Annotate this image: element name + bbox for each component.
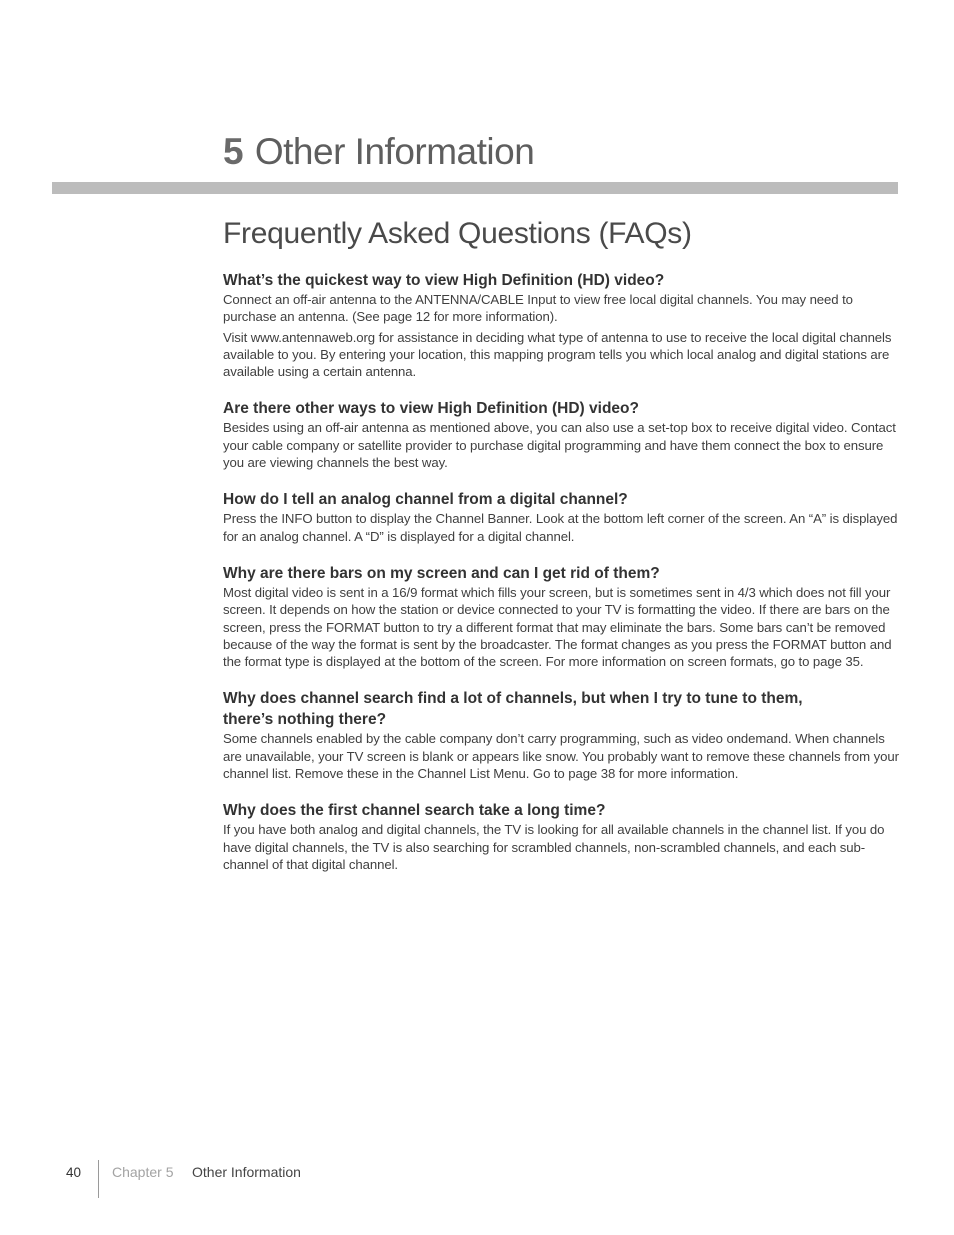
- footer-chapter-title: Other Information: [192, 1164, 301, 1180]
- chapter-heading: [223, 132, 534, 173]
- faq-question: Why are there bars on my screen and can I get rid of them?: [223, 564, 660, 582]
- faq-question: What’s the quickest way to view High Definition (HD) video?: [223, 272, 665, 289]
- faq-question: Are there other ways to view High Definition (HD) video?: [223, 400, 639, 418]
- footer-page-number: 40: [66, 1165, 82, 1180]
- faq-item: [223, 563, 899, 670]
- footer-divider: [98, 1160, 99, 1198]
- faq-answer: Connect an off-air antenna to the ANTENNA/CABLE Input to view free local digital channels. You may need to purchase an antenna. (See page 12 for more information).: [223, 292, 853, 325]
- faq-question: How do I tell an analog channel from a digital channel?: [223, 491, 628, 509]
- faq-question: Why does the first channel search take a long time?: [223, 802, 606, 820]
- faq-question: Why does channel search find a lot of channels, but when I try to tune to them, there’s nothing there?: [223, 690, 803, 729]
- footer-chapter-label: Chapter 5: [112, 1164, 174, 1180]
- faq-answer: If you have both analog and digital channels, the TV is looking for all available channels in the channel list. If you do have digital channels, the TV is also searching for scrambled channels, non-scrambled channels, and each sub-channel of that digital channel.: [223, 822, 885, 872]
- chapter-title: Other Information: [254, 131, 535, 172]
- faq-item: [223, 270, 899, 380]
- chapter-number: 5: [223, 131, 244, 172]
- section-title: Frequently Asked Questions (FAQs): [223, 217, 692, 250]
- faq-answer: Most digital video is sent in a 16/9 format which fills your screen, but is sometimes sent in 4/3 which does not fill your screen. It depends on how the station or device connected to your TV is formatting the video. If there are bars on the screen, press the FORMAT button to try a different format that may eliminate the bars. Some bars can’t be removed because of the way the format is sent by the broadcaster. The format changes as you press the FORMAT button and the format type is displayed at the bottom of the screen. For more information on screen formats, go to page 35.: [223, 584, 892, 670]
- faq-item: [223, 398, 899, 471]
- faq-answer: Some channels enabled by the cable company don’t carry programming, such as video ondemand. When channels are unavailable, your TV screen is blank or appears like snow. You probably want to remove these channels from your channel list. Remove these in the Channel List Menu. Go to page 38 for more information.: [223, 731, 899, 782]
- faq-item: [223, 489, 899, 545]
- faq-answer: Press the INFO button to display the Channel Banner. Look at the bottom left corner of the screen. An “A” is displayed for an analog channel. A “D” is displayed for a digital channel.: [223, 511, 898, 544]
- faq-answer: Visit www.antennaweb.org for assistance in deciding what type of antenna to use to receive the local digital channels available to you. By entering your location, this mapping program tells you which local analog and digital stations are available using a certain antenna.: [223, 329, 892, 380]
- chapter-divider-bar: [52, 182, 898, 194]
- faq-item: [223, 800, 899, 873]
- faq-list: [223, 270, 899, 891]
- faq-item: [223, 688, 899, 782]
- faq-answer: Besides using an off-air antenna as mentioned above, you can also use a set-top box to receive digital video. Contact your cable company or satellite provider to purchase digital programming and have them connect the box to ensure you are viewing channels the best way.: [223, 420, 896, 471]
